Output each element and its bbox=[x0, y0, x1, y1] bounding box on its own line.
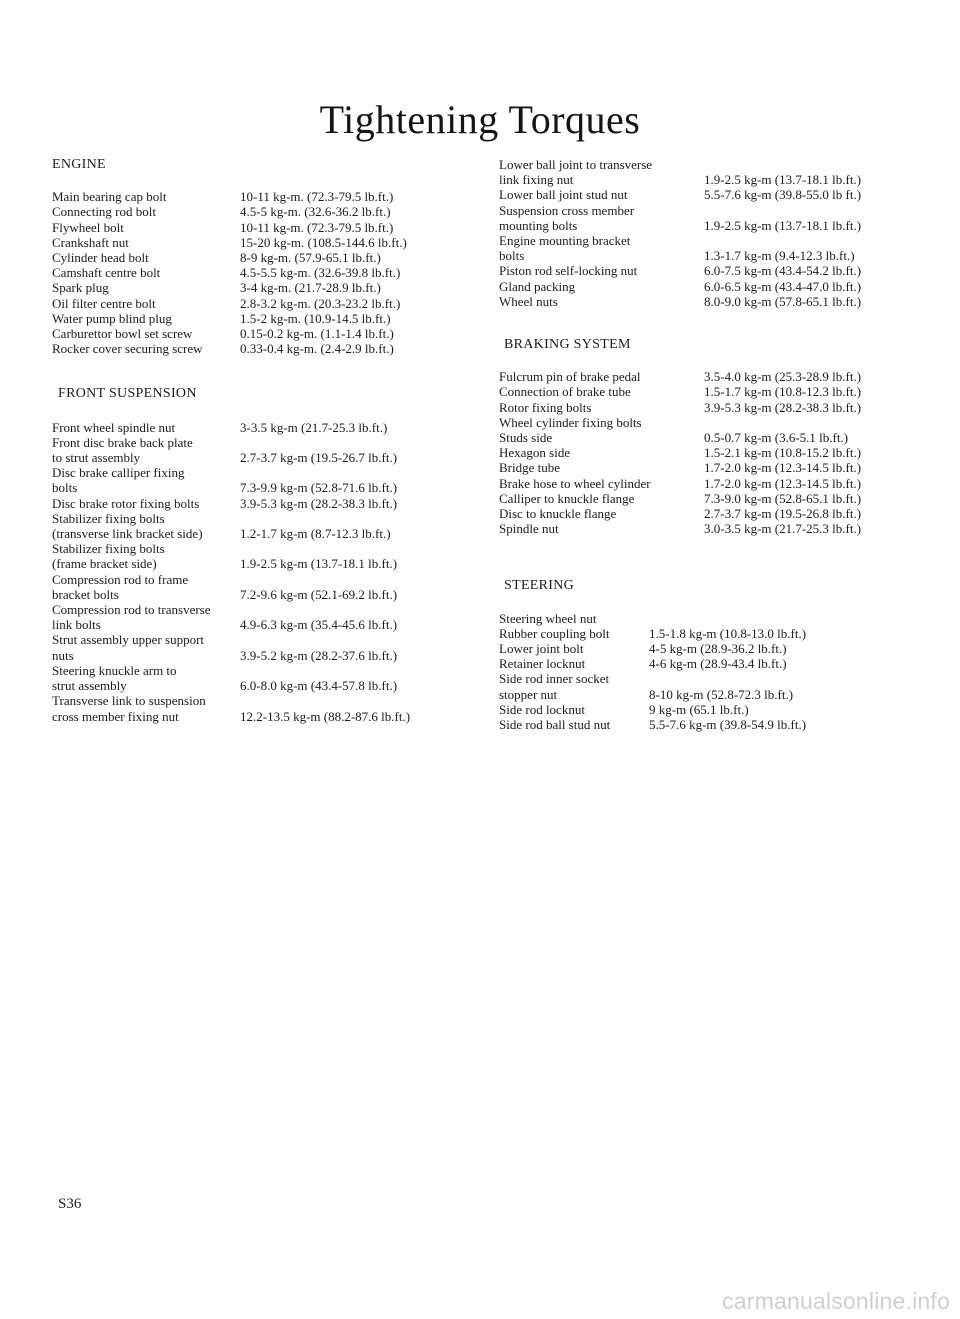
table-row bbox=[52, 541, 472, 571]
row-value: 0.5-0.7 kg-m (3.6-5.1 lb.ft.) bbox=[704, 430, 849, 446]
row-label: Water pump blind plug bbox=[52, 310, 172, 326]
section-title-engine: ENGINE bbox=[52, 157, 106, 172]
row-label: Fulcrum pin of brake pedal bbox=[499, 369, 641, 385]
table-row bbox=[52, 693, 472, 723]
section-title-steering: STEERING bbox=[504, 578, 575, 594]
row-label: Oil filter centre bolt bbox=[52, 295, 156, 311]
table-row bbox=[52, 250, 472, 265]
table-row bbox=[52, 602, 472, 632]
row-value: 5.5-7.6 kg-m (39.8-55.0 lb ft.) bbox=[704, 187, 862, 203]
table-row bbox=[499, 491, 919, 506]
row-label: Spark plug bbox=[52, 280, 109, 296]
row-value: 3.9-5.3 kg-m (28.2-38.3 lb.ft.) bbox=[704, 399, 862, 415]
row-value: 8.0-9.0 kg-m (57.8-65.1 lb.ft.) bbox=[704, 293, 862, 309]
table-row bbox=[52, 465, 472, 495]
row-value: 4.9-6.3 kg-m (35.4-45.6 lb.ft.) bbox=[240, 617, 398, 633]
row-value: 3.9-5.2 kg-m (28.2-37.6 lb.ft.) bbox=[240, 647, 398, 663]
row-value: 5.5-7.6 kg-m (39.8-54.9 lb.ft.) bbox=[649, 717, 807, 733]
table-row bbox=[52, 632, 472, 662]
row-value: 8-10 kg-m (52.8-72.3 lb.ft.) bbox=[649, 686, 794, 702]
row-label: Gland packing bbox=[499, 278, 576, 294]
row-label: Compression rod to transverse link bolts bbox=[52, 602, 211, 633]
row-value: 4-6 kg-m (28.9-43.4 lb.ft.) bbox=[649, 656, 787, 672]
row-value: 7.3-9.0 kg-m (52.8-65.1 lb.ft.) bbox=[704, 490, 862, 506]
row-label: Bridge tube bbox=[499, 460, 561, 476]
row-label: Rocker cover securing screw bbox=[52, 341, 203, 357]
row-value: 6.0-8.0 kg-m (43.4-57.8 lb.ft.) bbox=[240, 678, 398, 694]
table-row bbox=[52, 189, 472, 204]
row-value: 7.2-9.6 kg-m (52.1-69.2 lb.ft.) bbox=[240, 586, 398, 602]
row-value: 1.2-1.7 kg-m (8.7-12.3 lb.ft.) bbox=[240, 526, 391, 542]
table-row bbox=[499, 476, 919, 491]
row-value: 2.8-3.2 kg-m. (20.3-23.2 lb.ft.) bbox=[240, 295, 401, 311]
row-label: Disc to knuckle flange bbox=[499, 506, 617, 522]
row-value: 3-4 kg-m. (21.7-28.9 lb.ft.) bbox=[240, 280, 381, 296]
table-row bbox=[52, 204, 472, 219]
row-value: 2.7-3.7 kg-m (19.5-26.8 lb.ft.) bbox=[704, 506, 862, 522]
section-title-front-suspension: FRONT SUSPENSION bbox=[58, 386, 197, 402]
braking-system-table bbox=[499, 369, 919, 536]
suspension-continued-table bbox=[499, 157, 919, 309]
row-label: Brake hose to wheel cylinder bbox=[499, 475, 651, 491]
table-row bbox=[52, 280, 472, 295]
row-label: Steering knuckle arm to strut assembly bbox=[52, 662, 177, 694]
left-column bbox=[52, 157, 472, 724]
row-value: 1.9-2.5 kg-m (13.7-18.1 lb.ft.) bbox=[704, 217, 862, 233]
row-label: Spindle nut bbox=[499, 521, 559, 537]
page-number: S36 bbox=[58, 1196, 82, 1212]
table-row bbox=[499, 187, 919, 202]
table-row bbox=[52, 296, 472, 311]
row-label: Side rod inner socket stopper nut bbox=[499, 671, 610, 702]
row-label: Hexagon side bbox=[499, 445, 571, 461]
row-label: Steering wheel nut Rubber coupling bolt bbox=[499, 610, 610, 641]
table-row bbox=[499, 384, 919, 399]
row-value: 9 kg-m (65.1 lb.ft.) bbox=[649, 701, 749, 717]
row-label: Transverse link to suspension cross member fixing nut bbox=[52, 693, 206, 724]
row-label: Rotor fixing bolts bbox=[499, 399, 592, 415]
row-value: 12.2-13.5 kg-m (88.2-87.6 lb.ft.) bbox=[240, 708, 411, 724]
row-value: 1.9-2.5 kg-m (13.7-18.1 lb.ft.) bbox=[704, 172, 862, 188]
row-label: Connection of brake tube bbox=[499, 384, 631, 400]
row-label: Suspension cross member mounting bolts bbox=[499, 202, 635, 233]
table-row bbox=[499, 460, 919, 475]
row-label: Cylinder head bolt bbox=[52, 250, 149, 266]
table-row bbox=[52, 311, 472, 326]
row-label: Retainer locknut bbox=[499, 656, 586, 672]
table-row bbox=[499, 611, 919, 641]
row-value: 4.5-5.5 kg-m. (32.6-39.8 lb.ft.) bbox=[240, 265, 401, 281]
row-value: 8-9 kg-m. (57.9-65.1 lb.ft.) bbox=[240, 250, 381, 266]
table-row bbox=[499, 203, 919, 233]
table-row bbox=[499, 506, 919, 521]
table-row bbox=[52, 341, 472, 356]
row-value: 6.0-6.5 kg-m (43.4-47.0 lb.ft.) bbox=[704, 278, 862, 294]
row-label: Side rod ball stud nut bbox=[499, 717, 611, 733]
row-label: Compression rod to frame bracket bolts bbox=[52, 571, 189, 602]
row-label: Disc brake rotor fixing bolts bbox=[52, 495, 200, 511]
table-row bbox=[52, 420, 472, 435]
table-row bbox=[499, 294, 919, 309]
row-label: Engine mounting bracket bolts bbox=[499, 233, 631, 264]
row-value: 3.5-4.0 kg-m (25.3-28.9 lb.ft.) bbox=[704, 369, 862, 385]
table-row bbox=[52, 235, 472, 250]
row-label: Lower ball joint stud nut bbox=[499, 187, 628, 203]
table-row bbox=[499, 415, 919, 445]
row-value: 1.5-2 kg-m. (10.9-14.5 lb.ft.) bbox=[240, 310, 391, 326]
row-value: 1.5-1.7 kg-m (10.8-12.3 lb.ft.) bbox=[704, 384, 862, 400]
row-label: Side rod locknut bbox=[499, 701, 585, 717]
row-label: Calliper to knuckle flange bbox=[499, 490, 635, 506]
engine-table bbox=[52, 189, 472, 356]
table-row bbox=[52, 663, 472, 693]
front-suspension-table bbox=[52, 420, 472, 724]
row-value: 1.5-1.8 kg-m (10.8-13.0 lb.ft.) bbox=[649, 625, 807, 641]
right-column bbox=[499, 157, 919, 732]
row-label: Front wheel spindle nut bbox=[52, 419, 176, 435]
row-value: 10-11 kg-m. (72.3-79.5 lb.ft.) bbox=[240, 189, 394, 205]
row-value: 1.3-1.7 kg-m (9.4-12.3 lb.ft.) bbox=[704, 248, 855, 264]
table-row bbox=[52, 265, 472, 280]
row-label: Piston rod self-locking nut bbox=[499, 263, 638, 279]
row-value: 1.9-2.5 kg-m (13.7-18.1 lb.ft.) bbox=[240, 556, 398, 572]
table-row bbox=[499, 656, 919, 671]
row-label: Wheel nuts bbox=[499, 293, 558, 309]
row-label: Stabilizer fixing bolts (frame bracket side) bbox=[52, 541, 165, 572]
row-value: 1.7-2.0 kg-m (12.3-14.5 lb.ft.) bbox=[704, 475, 862, 491]
row-label: Strut assembly upper support nuts bbox=[52, 632, 205, 663]
page-title: Tightening Torques bbox=[319, 97, 641, 142]
row-value: 0.15-0.2 kg-m. (1.1-1.4 lb.ft.) bbox=[240, 326, 394, 342]
table-row bbox=[499, 157, 919, 187]
row-label: Main bearing cap bolt bbox=[52, 189, 167, 205]
row-value: 2.7-3.7 kg-m (19.5-26.7 lb.ft.) bbox=[240, 450, 398, 466]
table-row bbox=[499, 641, 919, 656]
row-value: 3.0-3.5 kg-m (21.7-25.3 lb.ft.) bbox=[704, 521, 862, 537]
row-value: 0.33-0.4 kg-m. (2.4-2.9 lb.ft.) bbox=[240, 341, 394, 357]
row-label: Carburettor bowl set screw bbox=[52, 326, 193, 342]
table-row bbox=[52, 496, 472, 511]
row-label: Connecting rod bolt bbox=[52, 204, 156, 220]
row-label: Camshaft centre bolt bbox=[52, 265, 161, 281]
table-row bbox=[499, 671, 919, 701]
row-label: Disc brake calliper fixing bolts bbox=[52, 465, 185, 496]
table-row bbox=[52, 572, 472, 602]
table-row bbox=[499, 233, 919, 263]
table-row bbox=[499, 369, 919, 384]
table-row bbox=[499, 521, 919, 536]
table-row bbox=[52, 326, 472, 341]
row-value: 6.0-7.5 kg-m (43.4-54.2 lb.ft.) bbox=[704, 263, 862, 279]
row-value: 15-20 kg-m. (108.5-144.6 lb.ft.) bbox=[240, 234, 407, 250]
table-row bbox=[499, 702, 919, 717]
row-value: 1.5-2.1 kg-m (10.8-15.2 lb.ft.) bbox=[704, 445, 862, 461]
table-row bbox=[499, 279, 919, 294]
table-row bbox=[52, 511, 472, 541]
row-label: Lower joint bolt bbox=[499, 641, 584, 657]
row-label: Wheel cylinder fixing bolts Studs side bbox=[499, 414, 642, 446]
row-value: 3.9-5.3 kg-m (28.2-38.3 lb.ft.) bbox=[240, 495, 398, 511]
table-row bbox=[499, 400, 919, 415]
row-label: Flywheel bolt bbox=[52, 219, 124, 235]
section-title-braking-system: BRAKING SYSTEM bbox=[504, 337, 631, 353]
row-label: Crankshaft nut bbox=[52, 234, 129, 250]
row-label: Stabilizer fixing bolts (transverse link bracket side) bbox=[52, 510, 203, 542]
table-row bbox=[499, 445, 919, 460]
row-value: 4.5-5 kg-m. (32.6-36.2 lb.ft.) bbox=[240, 204, 391, 220]
row-value: 10-11 kg-m. (72.3-79.5 lb.ft.) bbox=[240, 219, 394, 235]
table-row bbox=[52, 435, 472, 465]
row-value: 4-5 kg-m (28.9-36.2 lb.ft.) bbox=[649, 641, 787, 657]
watermark-text: carmanualsonline.info bbox=[722, 1288, 950, 1314]
steering-table bbox=[499, 611, 919, 733]
row-label: Front disc brake back plate to strut assembly bbox=[52, 434, 193, 466]
row-value: 3-3.5 kg-m (21.7-25.3 lb.ft.) bbox=[240, 419, 388, 435]
row-value: 7.3-9.9 kg-m (52.8-71.6 lb.ft.) bbox=[240, 480, 398, 496]
row-label: Lower ball joint to transverse link fixing nut bbox=[499, 157, 653, 188]
row-value: 1.7-2.0 kg-m (12.3-14.5 lb.ft.) bbox=[704, 460, 862, 476]
table-row bbox=[52, 220, 472, 235]
table-row bbox=[499, 717, 919, 732]
table-row bbox=[499, 263, 919, 278]
